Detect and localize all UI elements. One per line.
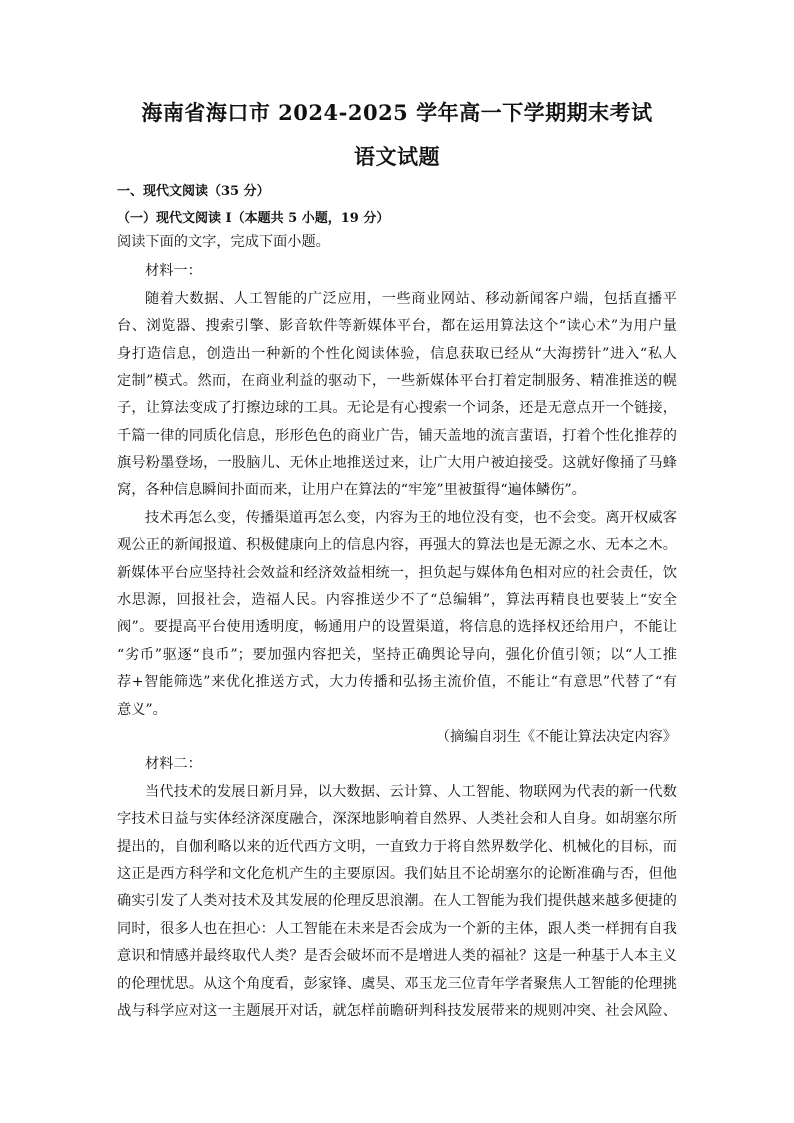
- instruction-text: 阅读下面的文字，完成下面小题。: [117, 234, 330, 250]
- paragraph-line: 台、浏览器、搜索引擎、影音软件等新媒体平台，都在运用算法这个“读心术”为用户量: [117, 318, 677, 334]
- paragraph-line: 技术再怎么变，传播渠道再怎么变，内容为王的地位没有变，也不会变。离开权威客: [145, 510, 677, 526]
- paragraph-line: 同时，很多人也在担心：人工智能在未来是否会成为一个新的主体，跟人类一样拥有自我: [117, 921, 677, 937]
- paragraph-line: 观公正的新闻报道、积极健康向上的信息内容，再强大的算法也是无源之水、无本之木。: [117, 537, 677, 553]
- paragraph-line: 旗号粉墨登场，一股脑儿、无休止地推送过来，让广大用户被迫接受。这就好像捅了马蜂: [117, 455, 677, 471]
- paragraph-line: 当代技术的发展日新月异，以大数据、云计算、人工智能、物联网为代表的新一代数: [145, 784, 677, 800]
- paragraph-line: 意识和情感并最终取代人类？是否会破坏而不是增进人类的福祉？这是一种基于人本主义: [117, 948, 677, 964]
- paragraph-line: “劣币”驱逐“良币”；要加强内容把关，坚持正确舆论导向，强化价值引领；以“人工推: [117, 647, 677, 663]
- page-title: 海南省海口市 2024-2025 学年高一下学期期末考试: [141, 100, 653, 125]
- paragraph-line: 随着大数据、人工智能的广泛应用，一些商业网站、移动新闻客户端，包括直播平: [145, 291, 677, 307]
- paragraph-line: 身打造信息，创造出一种新的个性化阅读体验，信息获取已经从“大海捞针”进入“私人: [117, 346, 677, 362]
- subsection-heading: （一）现代文阅读 I（本题共 5 小题，19 分）: [117, 211, 390, 226]
- paragraph-line: 定制”模式。然而，在商业利益的驱动下，一些新媒体平台打着定制服务、精准推送的幌: [117, 373, 677, 389]
- material-one-label: 材料一：: [145, 263, 202, 279]
- paragraph-line: 千篇一律的同质化信息，形形色色的商业广告，铺天盖地的流言蜚语，打着个性化推荐的: [117, 428, 677, 444]
- paragraph-line: 确实引发了人类对技术及其发展的伦理反思浪潮。在人工智能为我们提供越来越多便捷的: [117, 893, 677, 909]
- paragraph-line: 提出的，自伽利略以来的近代西方文明，一直致力于将自然界数学化、机械化的目标，而: [117, 839, 677, 855]
- paragraph-line: 水思源，回报社会，造福人民。内容推送少不了“总编辑”，算法再精良也要装上“安全: [117, 592, 677, 608]
- paragraph-line: 字技术日益与实体经济深度融合，深深地影响着自然界、人类社会和人自身。如胡塞尔所: [117, 811, 677, 827]
- paragraph-line: 意义”。: [117, 702, 167, 718]
- paragraph-line: 这正是西方科学和文化危机产生的主要原因。我们姑且不论胡塞尔的论断准确与否，但他: [117, 866, 677, 882]
- section-heading: 一、现代文阅读（35 分）: [117, 184, 270, 199]
- paragraph-line: 阀”。要提高平台使用透明度，畅通用户的设置渠道，将信息的选择权还给用户，不能让: [117, 619, 677, 635]
- page-subtitle: 语文试题: [354, 144, 440, 169]
- material-two-label: 材料二：: [145, 756, 202, 772]
- paragraph-line: 战与科学应对这一主题展开对话，就怎样前瞻研判科技发展带来的规则冲突、社会风险、: [117, 1003, 677, 1019]
- source-citation: （摘编自羽生《不能让算法决定内容》: [435, 729, 677, 745]
- paragraph-line: 子，让算法变成了打擦边球的工具。无论是有心搜索一个词条，还是无意点开一个链接，: [117, 400, 677, 416]
- paragraph-line: 的伦理忧思。从这个角度看，彭家锋、虞昊、邓玉龙三位青年学者聚焦人工智能的伦理挑: [117, 976, 677, 992]
- paragraph-line: 新媒体平台应坚持社会效益和经济效益相统一，担负起与媒体角色相对应的社会责任，饮: [117, 565, 677, 581]
- paragraph-line: 窝，各种信息瞬间扑面而来，让用户在算法的“牢笼”里被蜇得“遍体鳞伤”。: [117, 482, 586, 498]
- paragraph-line: 荐+智能筛选”来优化推送方式，大力传播和弘扬主流价值，不能让“有意思”代替了“有: [117, 674, 677, 690]
